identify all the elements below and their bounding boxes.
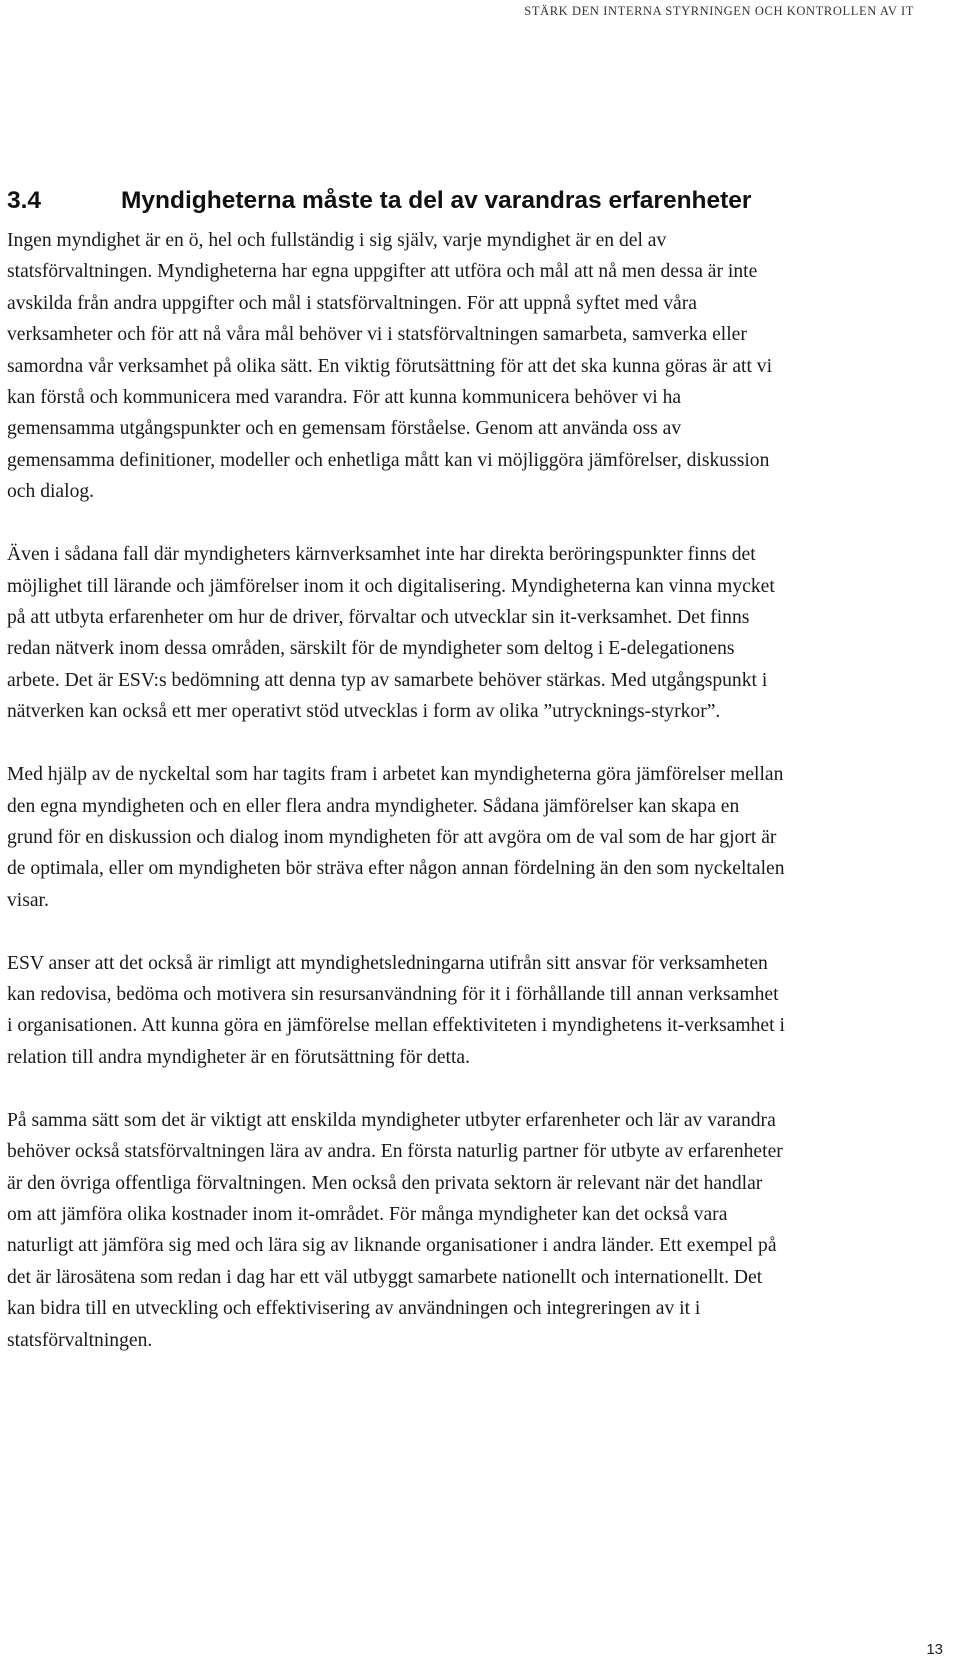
body-paragraph: Med hjälp av de nyckeltal som har tagits fram i arbetet kan myndigheterna göra jämförelser mellan den egna myndigheten och en eller flera andra myndigheter. Sådana jämförelser kan skapa en grund för en diskussion och dialog inom myndigheten för att avgöra om de val som de har gjort är de optimala, eller om myndigheten bör sträva efter någon annan fördelning än den som nyckeltalen visar. — [7, 764, 785, 911]
running-header: STÄRK DEN INTERNA STYRNINGEN OCH KONTROLLEN AV IT — [524, 4, 914, 18]
page-number: 13 — [926, 1641, 943, 1658]
body-paragraph: Även i sådana fall där myndigheters kärnverksamhet inte har direkta beröringspunkter finns det möjlighet till lärande och jämförelser inom it och digitalisering. Myndigheterna kan vinna mycket på att utbyta erfarenheter om hur de driver, förvaltar och utvecklar sin it-verksamhet. Det finns redan nätverk inom dessa områden, särskilt för de myndigheter som deltog i E-delegationens arbete. Det är ESV:s bedömning att denna typ av samarbete behöver stärkas. Med utgångspunkt i nätverken kan också ett mer operativt stöd utvecklas i form av olika ”utrycknings-styrkor”. — [7, 544, 775, 723]
section-title: Myndigheterna måste ta del av varandras erfarenheter — [121, 187, 752, 214]
section-heading — [7, 186, 787, 216]
section-number: 3.4 — [7, 187, 42, 214]
body-paragraph: På samma sätt som det är viktigt att enskilda myndigheter utbyter erfarenheter och lär av varandra behöver också statsförvaltningen lära av andra. En första naturlig partner för utbyte av erfarenheter är den övriga offentliga förvaltningen. Men också den privata sektorn är relevant när det handlar om att jämföra olika kostnader inom it-området. För många myndigheter kan det också vara naturligt att jämföra sig med och lära sig av liknande organisationer i andra länder. Ett exempel på det är lärosätena som redan i dag har ett väl utbyggt samarbete nationellt och internationellt. Det kan bidra till en utveckling och effektivisering av användningen och integreringen av it i statsförvaltningen. — [7, 1109, 783, 1351]
body-paragraph: Ingen myndighet är en ö, hel och fullständig i sig själv, varje myndighet är en del av statsförvaltningen. Myndigheterna har egna uppgifter att utföra och mål att nå men dessa är inte avskilda från andra uppgifter och mål i statsförvaltningen. För att uppnå syftet med våra verksamheter och för att nå våra mål behöver vi i statsförvaltningen samarbeta, samverka eller samordna vår verksamhet på olika sätt. En viktig förutsättning för att det ska kunna göras är att vi kan förstå och kommunicera med varandra. För att kunna kommunicera behöver vi ha gemensamma utgångspunkter och en gemensam förståelse. Genom att använda oss av gemensamma definitioner, modeller och enhetliga mått kan vi möjliggöra jämförelser, diskussion och dialog. — [7, 230, 773, 503]
body-paragraph: ESV anser att det också är rimligt att myndighetsledningarna utifrån sitt ansvar för verksamheten kan redovisa, bedöma och motivera sin resursanvändning för it i förhållande till annan verksamhet i organisationen. Att kunna göra en jämförelse mellan effektiviteten i myndighetens it-verksamhet i relation till andra myndigheter är en förutsättning för detta. — [7, 952, 785, 1068]
page-content — [7, 186, 787, 1388]
